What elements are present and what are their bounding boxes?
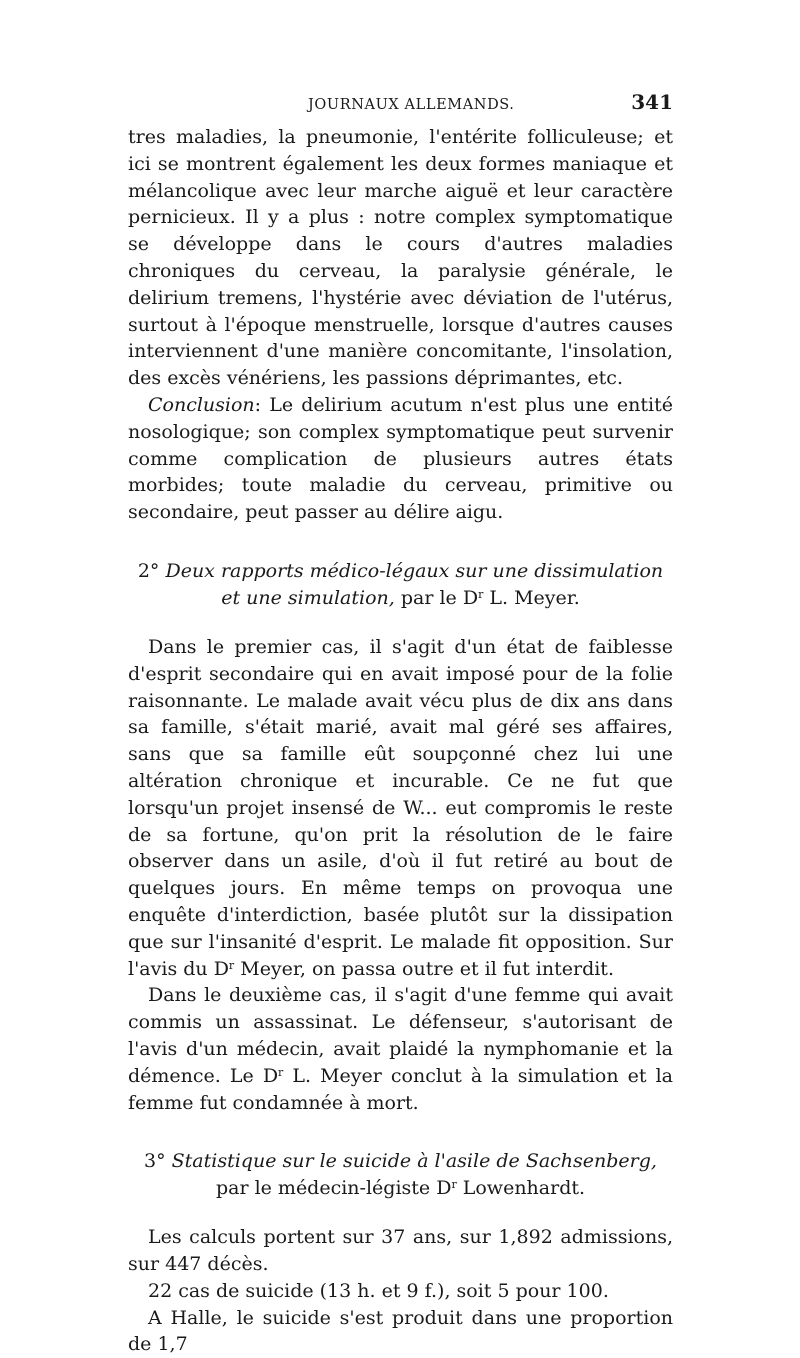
paragraph-suicide-cases: 22 cas de suicide (13 h. et 9 f.), soit 5 pour 100. bbox=[148, 1279, 609, 1302]
page-number: 341 bbox=[631, 90, 673, 114]
second-case-dr: D bbox=[262, 1064, 279, 1087]
conclusion-paragraph bbox=[128, 392, 673, 526]
conclusion-label: Conclusion bbox=[148, 393, 255, 416]
second-case-text: Dans le deuxième cas, il s'agit d'une femme qui avait commis un assassinat. Le défenseur, s'autorisant de l'avis d'un médecin, avait plaidé la nymphomanie et la démence. Le bbox=[128, 984, 673, 1087]
second-case-dr-sup: r bbox=[278, 1065, 284, 1079]
second-case-end: L. Meyer conclut à la simulation et la femme fut condamnée à mort. bbox=[128, 1064, 673, 1114]
section-byline-2: par le D bbox=[400, 586, 479, 609]
paragraph-halle: A Halle, le suicide s'est produit dans une proportion de 1,7 bbox=[128, 1306, 673, 1356]
running-header bbox=[128, 92, 673, 118]
book-page bbox=[128, 92, 673, 1358]
section-byline-3: par le médecin-légiste D bbox=[215, 1177, 452, 1200]
section-number-3: 3° bbox=[144, 1150, 166, 1173]
section-author-2: L. Meyer. bbox=[489, 586, 580, 609]
section-number-2: 2° bbox=[137, 559, 160, 582]
first-case-dr-sup: r bbox=[228, 958, 235, 972]
paragraph-first-case bbox=[128, 634, 673, 982]
running-title: JOURNAUX ALLEMANDS. bbox=[308, 97, 515, 113]
section-heading-2 bbox=[128, 558, 673, 612]
first-case-dr: D bbox=[213, 957, 229, 980]
paragraph-statistics: Les calculs portent sur 37 ans, sur 1,892 admissions, sur 447 décès. bbox=[128, 1226, 673, 1276]
paragraph-second-case bbox=[128, 982, 673, 1116]
section-byline-2-sup: r bbox=[478, 587, 484, 601]
first-case-end: Meyer, on passa outre et il fut interdit. bbox=[240, 957, 614, 980]
paragraph-continuation: tres maladies, la pneumonie, l'entérite folliculeuse; et ici se montrent également les deux formes maniaque et mélancolique avec leur marche aiguë et leur caractère pernicieux. Il y a plus : notre complex symptomatique se développe dans le cours d'autres maladies chroniques du cerveau, la paralysie générale, le delirium tremens, l'hystérie avec déviation de l'utérus, surtout à l'époque menstruelle, lorsque d'autres causes interviennent d'une manière concomitante, l'insolation, des excès vénériens, les passions déprimantes, etc. bbox=[128, 126, 673, 390]
section-title-2: Deux rapports médico-légaux sur une dissimulation et une simulation, bbox=[165, 559, 664, 609]
conclusion-text: : Le delirium acutum n'est plus une entité nosologique; son complex symptomatique peut survenir comme complication de plusieurs autres états morbides; toute maladie du cerveau, primitive ou secondaire, peut passer au délire aigu. bbox=[128, 393, 673, 524]
section-author-3: Lowenhardt. bbox=[462, 1177, 586, 1200]
first-case-text: Dans le premier cas, il s'agit d'un état de faiblesse d'esprit secondaire qui en avait imposé pour de la folie raisonnante. Le malade avait vécu plus de dix ans dans sa famille, s'était marié, avait mal géré ses affaires, sans que sa famille eût soupçonné chez lui une altération chronique et incurable. Ce ne fut que lorsqu'un projet insensé de W... eut compromis le reste de sa fortune, qu'on prit la résolution de le faire observer dans un asile, d'où il fut retiré au bout de quelques jours. En même temps on provoqua une enquête d'interdiction, basée plutôt sur la dissipation que sur l'insanité d'esprit. Le malade fit opposition. Sur l'avis du bbox=[128, 635, 673, 980]
section-heading-3 bbox=[128, 1148, 673, 1202]
section-byline-3-sup: r bbox=[451, 1178, 457, 1192]
section-title-3: Statistique sur le suicide à l'asile de Sachsenberg, bbox=[171, 1150, 657, 1173]
